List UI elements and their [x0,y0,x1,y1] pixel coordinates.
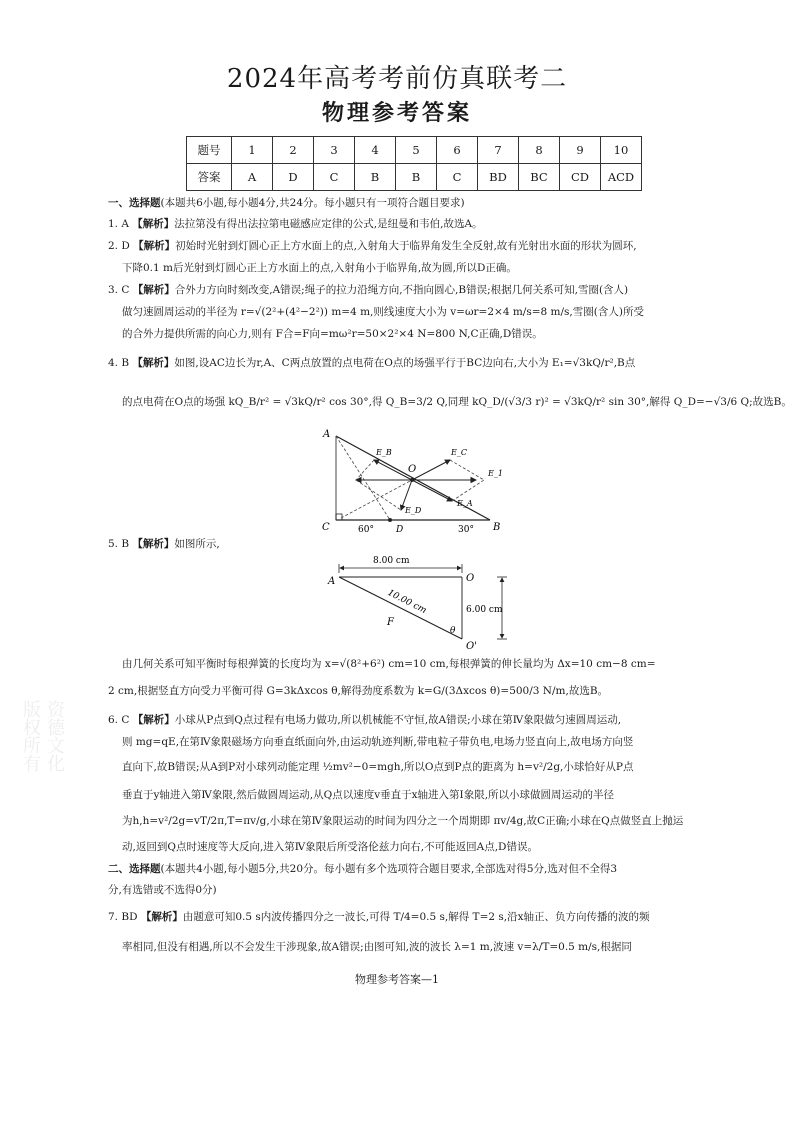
answer-q1: 1. A 【解析】法拉第没有得出法拉第电磁感应定律的公式,是纽曼和韦伯,故选A。 [108,218,483,230]
answer-q3: 3. C 【解析】合外力方向时刻改变,A错误;绳子的拉力沿绳方向,不指向圆心,B错误;根据几何关系可知,雪圈(含人) [108,284,629,296]
table-cell: 5 [396,137,437,164]
section-2-heading: 二、选择题(本题共4小题,每小题5分,共20分。每小题有多个选项符合题目要求,全部选对得5分,选对但不全得3 [108,863,618,875]
table-cell: B [355,164,396,191]
label-angle-60: 60° [358,525,374,534]
label-A: A [323,429,331,440]
answer-q6-cont: 动,返回到Q点时速度等大反向,进入第Ⅳ象限后所受洛伦兹力向右,不可能返回A点,D错误。 [122,841,538,853]
label-O: O [408,464,417,475]
table-cell: CD [560,164,601,191]
table-cell: 6 [437,137,478,164]
label-A: A [328,576,336,587]
table-cell: 1 [232,137,273,164]
answer-q3-cont: 的合外力提供所需的向心力,则有 F合=F向=mω²r=50×2²×4 N=800 N,C正确,D错误。 [122,328,543,340]
answer-table [186,136,642,191]
label-EB: E_B [376,448,392,457]
table-cell: D [273,164,314,191]
label-ED: E_D [405,506,422,515]
label-C: C [322,522,330,533]
answer-q6: 6. C 【解析】小球从P点到Q点过程有电场力做功,所以机械能不守恒,故A错误;小球在第Ⅳ象限做匀速圆周运动, [108,714,622,726]
table-cell: 7 [478,137,519,164]
label-8cm: 8.00 cm [373,556,410,566]
answer-q6-cont: 垂直于y轴进入第Ⅳ象限,然后做圆周运动,从Q点以速度v垂直于x轴进入第Ⅰ象限,所以小球做圆周运动的半径 [122,789,615,801]
label-O-prime: O' [466,641,477,650]
section-1-heading: 一、选择题(本题共6小题,每小题4分,共24分。每小题只有一项符合题目要求) [108,197,465,209]
answer-q2: 2. D 【解析】初始时光射到灯圆心正上方水面上的点,入射角大于临界角发生全反射,故有光射出水面的形状为圆环, [108,240,637,252]
answer-q6-cont: 则 mg=qE,在第Ⅳ象限磁场方向垂直纸面向外,由运动轨迹判断,带电粒子带负电,电场力竖直向上,故电场方向竖 [122,736,634,748]
table-cell: ACD [601,164,642,191]
label-EA: E_A [457,499,473,508]
watermark: 资德文化 版权所有 [20,700,65,772]
label-theta: θ [450,626,456,636]
table-header-cell: 题号 [187,137,232,164]
label-10cm: 10.00 cm [385,588,428,617]
answer-table-row-numbers [187,137,642,164]
label-angle-30: 30° [458,525,474,534]
table-cell: BC [519,164,560,191]
page-footer: 物理参考答案—1 [355,973,439,986]
table-cell: C [314,164,355,191]
answer-q6-cont: 直向下,故B错误;从A到P对小球列动能定理 ½mv²−0=mgh,所以O点到P点的距离为 h=v²/2g,小球恰好从P点 [122,761,634,773]
table-cell: 9 [560,137,601,164]
answer-q7-cont: 率相同,但没有相遇,所以不会发生干涉现象,故A错误;由图可知,波的波长 λ=1 m,波速 v=λ/T=0.5 m/s,根据同 [122,941,632,953]
table-cell: BD [478,164,519,191]
label-B: B [493,522,501,533]
table-cell: 10 [601,137,642,164]
label-6cm: 6.00 cm [466,605,503,615]
document-title: 2024年高考考前仿真联考二 [226,64,568,94]
answer-table-row-answers [187,164,642,191]
label-D: D [396,525,404,534]
label-EC: E_C [451,448,467,457]
label-O: O [466,573,475,584]
label-F: F [387,617,394,628]
answer-q2-cont: 下降0.1 m后光射到灯圆心正上方水面上的点,入射角小于临界角,故为圆,所以D正确。 [122,262,517,274]
label-E1: E_1 [488,469,503,478]
table-cell: C [437,164,478,191]
table-cell: 2 [273,137,314,164]
table-cell: 4 [355,137,396,164]
figure-q5-spring [325,553,515,650]
section-2-heading-cont: 分,有选错或不选得0分) [108,884,217,896]
answer-q3-cont: 做匀速圆周运动的半径为 r=√(2²+(4²−2²)) m=4 m,则线速度大小为 v=ωr=2×4 m/s=8 m/s,雪圈(含人)所受 [122,306,644,318]
table-cell: A [232,164,273,191]
answer-q4: 4. B 【解析】如图,设AC边长为r,A、C两点放置的点电荷在O点的场强平行于BC边向右,大小为 E₁=√3kQ/r²,B点 [108,357,636,369]
table-cell: 8 [519,137,560,164]
answer-q5-cont: 由几何关系可知平衡时每根弹簧的长度均为 x=√(8²+6²) cm=10 cm,每根弹簧的伸长量均为 Δx=10 cm−8 cm= [122,658,656,670]
table-header-cell: 答案 [187,164,232,191]
answer-q5-cont: 2 cm,根据竖直方向受力平衡可得 G=3kΔxcos θ,解得劲度系数为 k=G/(3Δxcos θ)=500/3 N/m,故选B。 [108,685,609,697]
answer-q6-cont: 为h,h=v²/2g=vT/2π,T=πv/g,小球在第Ⅳ象限运动的时间为四分之一个周期即 πv/4g,故C正确;小球在Q点做竖直上抛运 [122,815,684,827]
answer-q7: 7. BD 【解析】由题意可知0.5 s内波传播四分之一波长,可得 T/4=0.5 s,解得 T=2 s,沿x轴正、负方向传播的波的频 [108,911,650,923]
answer-q5: 5. B 【解析】如图所示, [108,538,220,550]
table-cell: B [396,164,437,191]
answer-q4-cont: 的点电荷在O点的场强 kQ_B/r² = √3kQ/r² cos 30°,得 Q_B=3/2 Q,同理 kQ_D/(√3/3 r)² = √3kQ/r² sin 30°,解得 Q_D=−√3/6 Q;故选B。 [122,396,792,408]
figure-q4-triangle [318,422,532,534]
table-cell: 3 [314,137,355,164]
document-subtitle: 物理参考答案 [321,101,472,126]
